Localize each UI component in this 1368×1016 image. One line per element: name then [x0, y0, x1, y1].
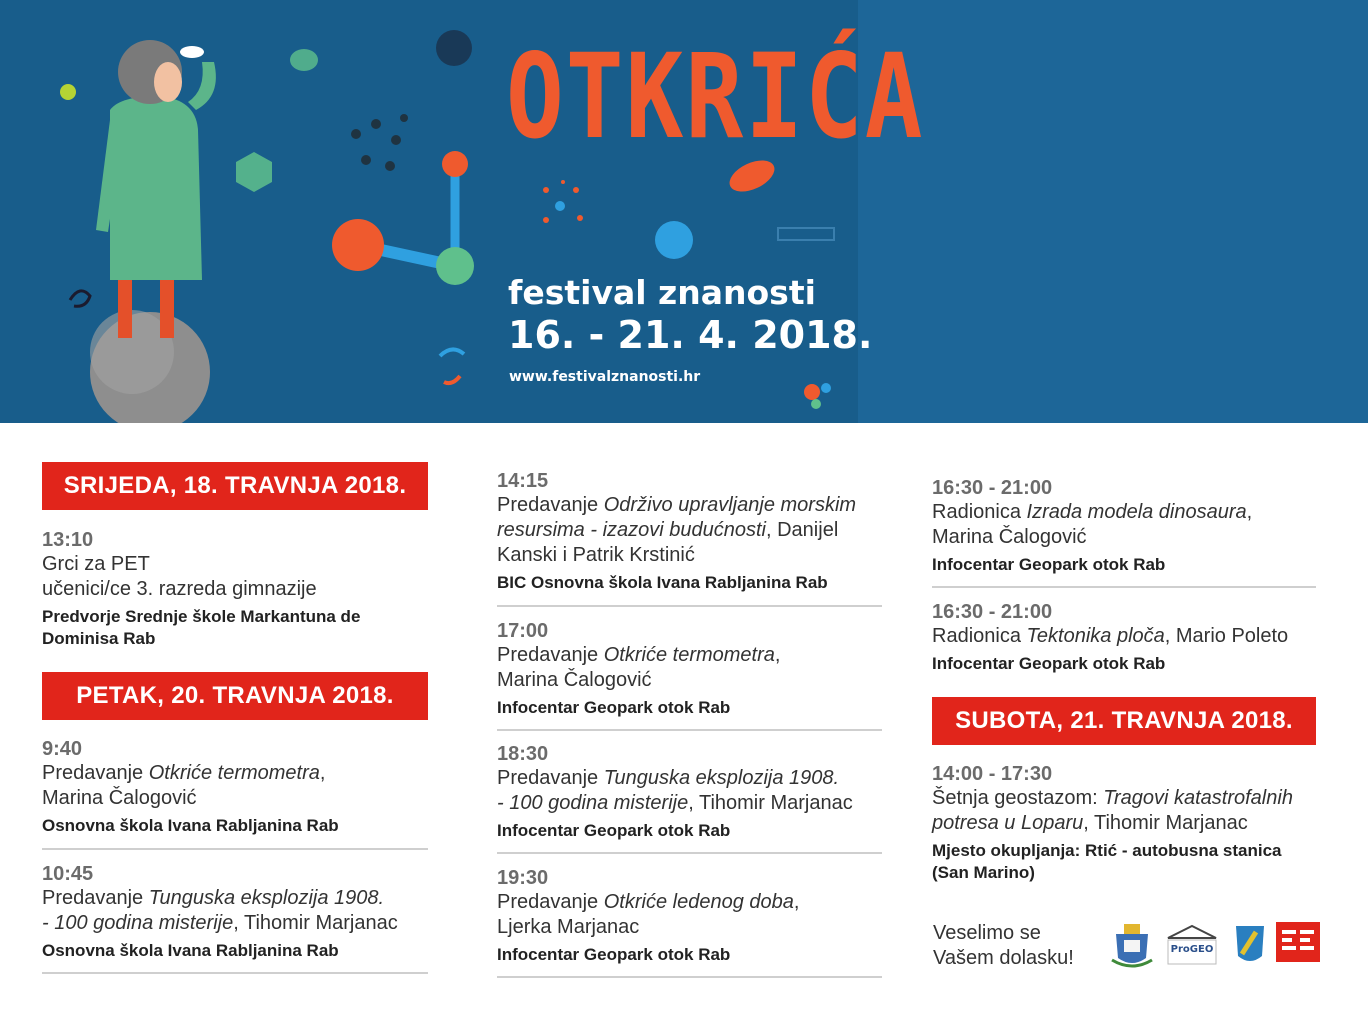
event-title-cont: resursima - izazovi budućnosti, Danijel — [497, 519, 839, 541]
event-fri-0940 — [42, 737, 442, 837]
divider — [497, 605, 882, 607]
event-title-cont: potresa u Loparu, Tihomir Marjanac — [932, 812, 1248, 834]
event-title: Radionica Tektonika ploča, Mario Poleto — [932, 625, 1289, 647]
event-speaker: Marina Čalogović — [932, 526, 1087, 548]
banner-panel — [858, 0, 1368, 423]
event-title: Predavanje Otkriće termometra, — [42, 762, 326, 784]
network-icon — [351, 114, 408, 171]
festival-logo-icon — [1276, 922, 1320, 962]
event-location: BIC Osnovna škola Ivana Rabljanina Rab — [497, 573, 828, 592]
event-fri-1700 — [497, 619, 897, 719]
event-fri-1415 — [497, 469, 897, 594]
event-speaker: Kanski i Patrik Krstinić — [497, 544, 695, 566]
event-sat-1400 — [932, 762, 1332, 884]
squiggle-icon — [70, 291, 90, 306]
divider — [42, 848, 428, 850]
event-fri-1630-tectonics — [932, 600, 1332, 675]
event-time: 14:00 - 17:30 — [932, 763, 1053, 785]
event-time: 14:15 — [497, 470, 549, 492]
festival-dates: 16. - 21. 4. 2018. — [508, 313, 873, 357]
event-title-cont: - 100 godina misterije, Tihomir Marjanac — [497, 792, 853, 814]
event-fri-1930 — [497, 866, 897, 966]
divider — [932, 586, 1316, 588]
coat-of-arms-icon — [1112, 924, 1152, 966]
event-location: Infocentar Geopark otok Rab — [932, 555, 1166, 574]
event-fri-1630-dinosaur — [932, 476, 1332, 576]
divider — [42, 972, 428, 974]
scientist-figure-icon — [96, 40, 216, 338]
festival-title: OTKRIĆA — [506, 28, 925, 165]
event-fri-1045 — [42, 862, 442, 962]
progeo-logo-icon — [1168, 926, 1216, 964]
atom-dots-icon — [543, 180, 583, 223]
event-location: Osnovna škola Ivana Rabljanina Rab — [42, 941, 339, 960]
event-speaker: Ljerka Marjanac — [497, 916, 640, 938]
event-title-cont: - 100 godina misterije, Tihomir Marjanac — [42, 912, 398, 934]
divider — [497, 976, 882, 978]
event-wed-1310 — [42, 528, 428, 650]
event-title: Šetnja geostazom: Tragovi katastrofalnih — [932, 787, 1293, 809]
event-speaker: Marina Čalogović — [42, 787, 197, 809]
event-location: Mjesto okupljanja: Rtić - autobusna stanica (San Marino) — [932, 841, 1282, 882]
event-location: Predvorje Srednje škole Markantuna de Dominisa Rab — [42, 607, 361, 648]
event-time: 13:10 — [42, 529, 94, 551]
event-time: 16:30 - 21:00 — [932, 477, 1053, 499]
event-location: Osnovna škola Ivana Rabljanina Rab — [42, 816, 339, 835]
festival-subtitle: festival znanosti — [508, 273, 816, 312]
event-time: 10:45 — [42, 863, 94, 885]
event-time: 16:30 - 21:00 — [932, 601, 1053, 623]
event-title: Predavanje Otkriće ledenog doba, — [497, 891, 800, 913]
dna-icon — [778, 228, 834, 240]
event-location: Infocentar Geopark otok Rab — [497, 821, 731, 840]
event-title: Grci za PET — [42, 553, 150, 575]
event-title: Radionica Izrada modela dinosaura, — [932, 501, 1253, 523]
small-cell-icon — [60, 84, 76, 100]
festival-banner — [0, 0, 1368, 423]
event-title: Predavanje Otkriće termometra, — [497, 644, 781, 666]
event-location: Infocentar Geopark otok Rab — [497, 945, 731, 964]
shield-logo-icon — [1236, 926, 1264, 961]
event-time: 9:40 — [42, 738, 83, 760]
polyhedron-icon — [236, 152, 272, 192]
event-participants: učenici/ce 3. razreda gimnazije — [42, 578, 317, 600]
festival-url[interactable]: www.festivalznanosti.hr — [509, 369, 701, 385]
event-title: Predavanje Tunguska eksplozija 1908. — [497, 767, 840, 789]
closing-message: Veselimo se Vašem dolasku! — [933, 922, 1074, 969]
day-header-wednesday: SRIJEDA, 18. TRAVNJA 2018. — [42, 462, 428, 510]
event-speaker: Marina Čalogović — [497, 669, 652, 691]
divider — [497, 729, 882, 731]
dark-sphere-icon — [436, 30, 472, 66]
event-time: 19:30 — [497, 867, 549, 889]
sponsor-logos — [1110, 920, 1325, 968]
event-location: Infocentar Geopark otok Rab — [932, 654, 1166, 673]
event-title: Predavanje Tunguska eksplozija 1908. — [42, 887, 385, 909]
day-header-saturday: SUBOTA, 21. TRAVNJA 2018. — [932, 697, 1316, 745]
molecule-icon — [332, 151, 474, 285]
sparkle-icon — [804, 383, 831, 409]
event-time: 17:00 — [497, 620, 549, 642]
event-fri-1830 — [497, 742, 897, 842]
divider — [497, 852, 882, 854]
event-time: 18:30 — [497, 743, 549, 765]
confetti-icon — [440, 349, 464, 383]
event-location: Infocentar Geopark otok Rab — [497, 698, 731, 717]
planet-icon — [655, 221, 693, 259]
bacteria-icon — [290, 49, 318, 71]
event-title: Predavanje Održivo upravljanje morskim — [497, 494, 857, 516]
day-header-friday: PETAK, 20. TRAVNJA 2018. — [42, 672, 428, 720]
progeo-logo-text: ProGEO — [1170, 944, 1214, 955]
